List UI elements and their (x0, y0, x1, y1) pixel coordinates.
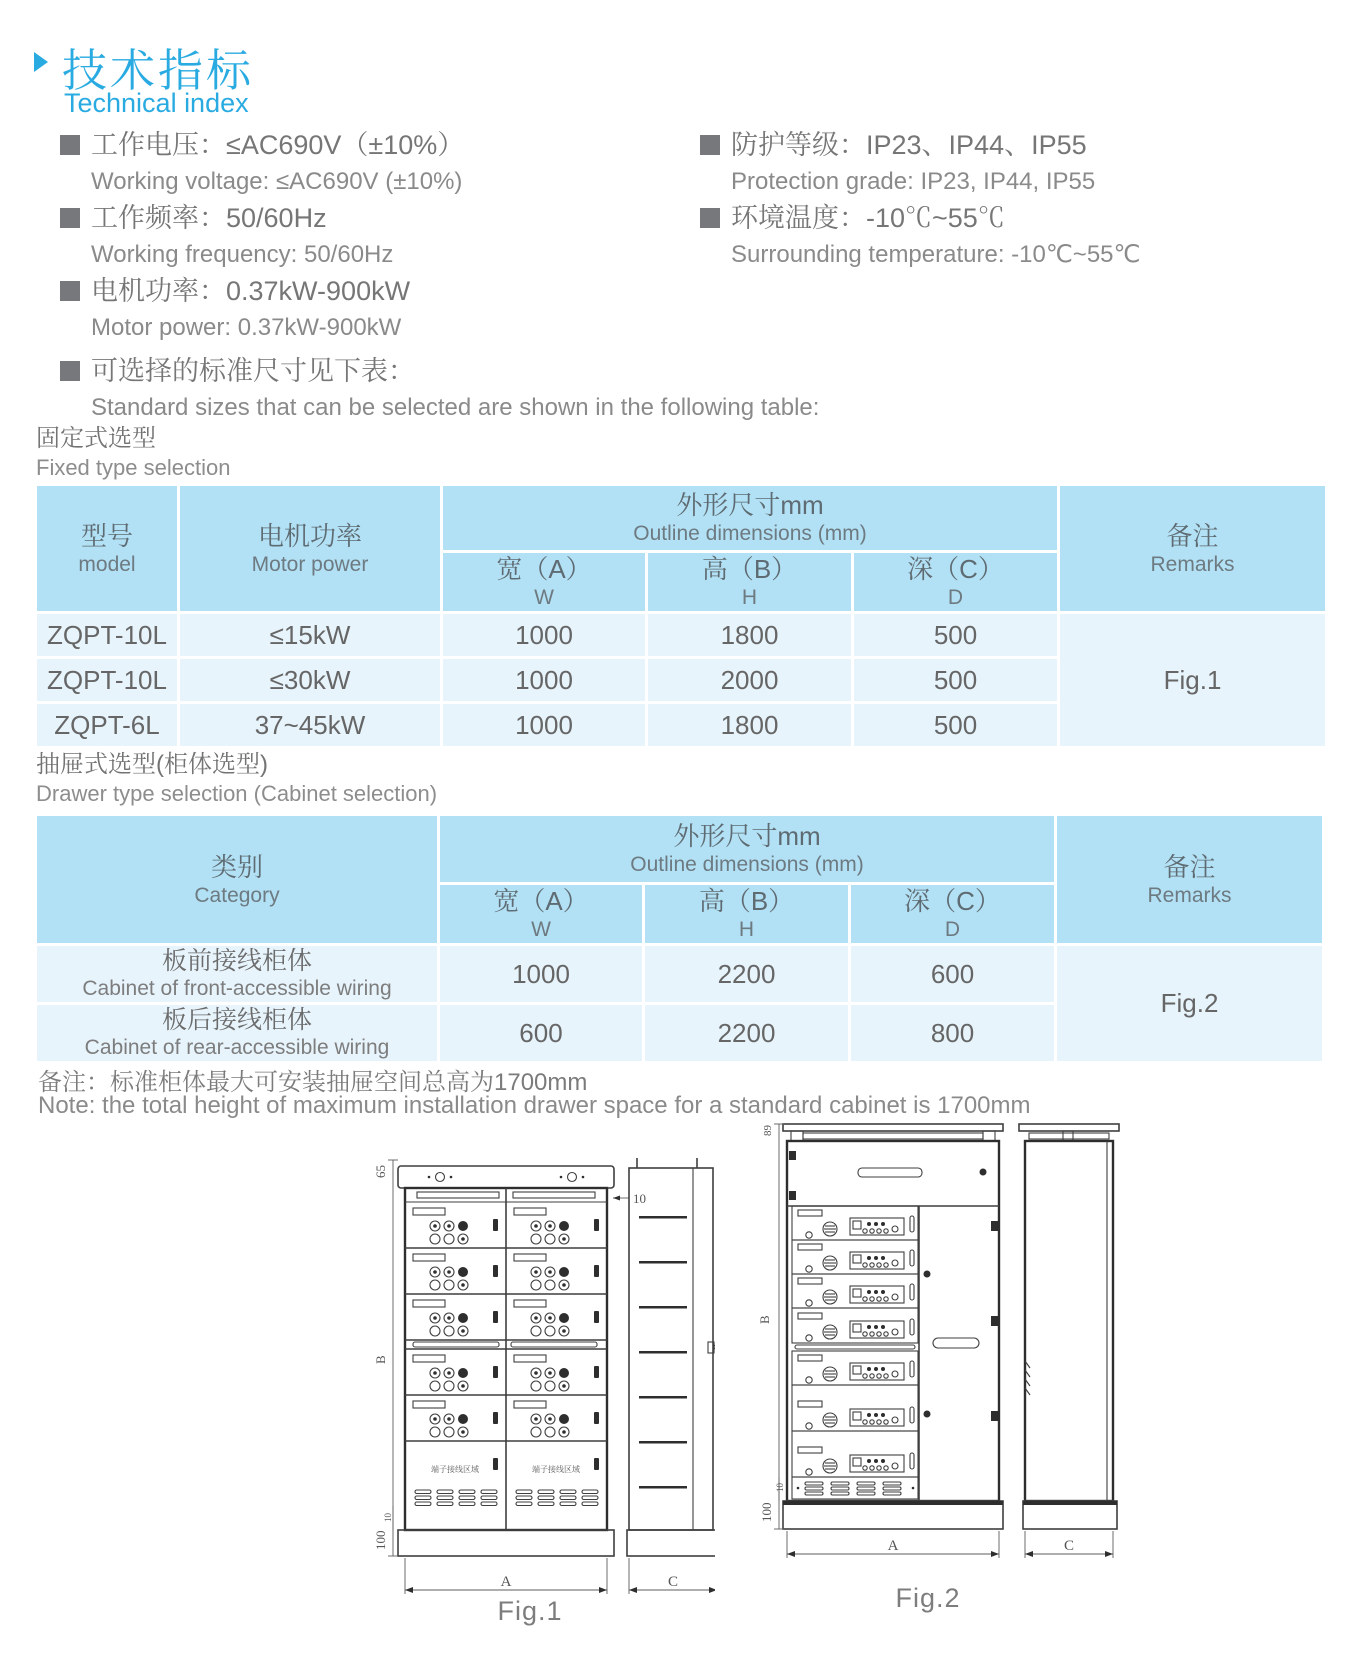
cap-indicator-left (428, 1173, 453, 1182)
drawer-section-label (36, 750, 437, 808)
spec-zh: 防护等级：IP23、IP44、IP55 (731, 130, 1087, 160)
col-header-model: 型号 model (37, 486, 177, 611)
spec-en: Working frequency: 50/60Hz (91, 241, 394, 268)
spec-item (60, 352, 819, 390)
dim-A: A (887, 1538, 899, 1554)
spec-item (60, 272, 464, 310)
fig1-caption: Fig.1 (497, 1596, 563, 1626)
spec-item (60, 199, 464, 237)
fig1-drawing (345, 1146, 715, 1601)
col-header-width: 宽（A） W (443, 553, 645, 611)
col-header-width: 宽（A） W (440, 885, 642, 943)
spec-zh: 工作频率：50/60Hz (91, 203, 327, 233)
section-label-en: Drawer type selection (Cabinet selection) (36, 781, 438, 806)
col-header-power: 电机功率 Motor power (180, 486, 440, 611)
dim-89: 89 (762, 1125, 774, 1136)
spec-zh: 可选择的标准尺寸见下表： (91, 356, 415, 386)
cell-w: 1000 (443, 659, 645, 701)
spec-zh: 环境温度：-10℃~55℃ (731, 203, 1005, 233)
note-en: Note: the total height of maximum installation drawer space for a standard cabinet is 1700mm (38, 1092, 1031, 1119)
dim-C: C (1063, 1538, 1075, 1554)
spec-item (700, 126, 1140, 164)
dim-100: 100 (759, 1502, 774, 1522)
col-header-remarks: 备注 Remarks (1060, 486, 1325, 611)
col-header-dims: 外形尺寸mm Outline dimensions (mm) (440, 816, 1054, 882)
section-arrow-icon (34, 52, 48, 72)
drawer-table (34, 813, 1325, 1064)
col-header-depth: 深（C） D (851, 885, 1054, 943)
spec-en: Surrounding temperature: -10℃~55℃ (731, 241, 1141, 268)
dim-100: 100 (373, 1530, 388, 1550)
dim-B: B (757, 1315, 772, 1324)
cell-power: ≤15kW (180, 614, 440, 656)
page-title: 技术指标 (62, 45, 255, 96)
cell-h: 2000 (648, 659, 851, 701)
fixed-section-label (36, 424, 230, 482)
cell-remark: Fig.1 (1060, 614, 1325, 746)
table-row (37, 614, 1325, 656)
dim-A: A (500, 1574, 512, 1590)
spec-item (700, 199, 1140, 237)
cell-h: 1800 (648, 614, 851, 656)
section-label-zh: 固定式选型 (36, 425, 156, 452)
cell-category: 板后接线柜体 Cabinet of rear-accessible wiring (37, 1005, 437, 1061)
section-label-en: Fixed type selection (36, 455, 231, 480)
col-header-depth: 深（C） D (854, 553, 1057, 611)
cell-remark: Fig.2 (1057, 946, 1322, 1061)
fig2-caption: Fig.2 (895, 1583, 961, 1613)
col-header-category: 类别 Category (37, 816, 437, 943)
cell-h: 1800 (648, 704, 851, 746)
cell-h: 2200 (645, 1005, 848, 1061)
spec-zh: 电机功率：0.37kW-900kW (91, 276, 411, 306)
cell-power: ≤30kW (180, 659, 440, 701)
bullet-square-icon (700, 135, 720, 155)
note-zh: 备注：标准柜体最大可安装抽屉空间总高为1700mm (38, 1069, 588, 1096)
col-header-remarks: 备注 Remarks (1057, 816, 1322, 943)
cell-category: 板前接线柜体 Cabinet of front-accessible wiring (37, 946, 437, 1002)
bullet-square-icon (60, 208, 80, 228)
spec-en: Motor power: 0.37kW-900kW (91, 314, 402, 341)
bullet-square-icon (60, 281, 80, 301)
dim-10-bottom: 10 (383, 1513, 393, 1522)
cell-power: 37~45kW (180, 704, 440, 746)
col-header-dims: 外形尺寸mm Outline dimensions (mm) (443, 486, 1057, 550)
cell-h: 2200 (645, 946, 848, 1002)
fig2-drawing (733, 1106, 1123, 1576)
cap-indicator-right (560, 1173, 585, 1182)
fixed-table (34, 483, 1328, 749)
dim-65: 65 (373, 1165, 388, 1178)
spec-list-left (60, 126, 464, 345)
cell-d: 500 (854, 704, 1057, 746)
col-header-height: 高（B） H (645, 885, 848, 943)
cell-w: 1000 (440, 946, 642, 1002)
page-subtitle: Technical index (64, 88, 249, 118)
cell-w: 1000 (443, 704, 645, 746)
dim-10: 10 (775, 1483, 785, 1492)
dim-10-top: 10 (633, 1191, 646, 1206)
cell-model: ZQPT-10L (37, 659, 177, 701)
cell-d: 800 (851, 1005, 1054, 1061)
dim-C: C (667, 1574, 679, 1590)
cell-model: ZQPT-10L (37, 614, 177, 656)
spec-en: Working voltage: ≤AC690V (±10%) (91, 168, 463, 195)
section-label-zh: 抽屉式选型(柜体选型) (36, 751, 268, 778)
cell-d: 500 (854, 614, 1057, 656)
sizes-note (60, 352, 819, 425)
dim-B: B (373, 1355, 388, 1364)
cell-d: 500 (854, 659, 1057, 701)
cell-model: ZQPT-6L (37, 704, 177, 746)
spec-en: Standard sizes that can be selected are shown in the following table: (91, 394, 820, 421)
spec-item (60, 126, 464, 164)
bullet-square-icon (60, 361, 80, 381)
cell-d: 600 (851, 946, 1054, 1002)
spec-zh: 工作电压：≤AC690V（±10%） (91, 130, 465, 160)
terminal-area-label: 端子接线区域 (532, 1465, 580, 1474)
terminal-area-label: 端子接线区域 (431, 1465, 479, 1474)
bullet-square-icon (700, 208, 720, 228)
spec-list-right (700, 126, 1140, 272)
col-header-height: 高（B） H (648, 553, 851, 611)
cell-w: 600 (440, 1005, 642, 1061)
spec-en: Protection grade: IP23, IP44, IP55 (731, 168, 1096, 195)
bullet-square-icon (60, 135, 80, 155)
table-row (37, 946, 1322, 1002)
cell-w: 1000 (443, 614, 645, 656)
